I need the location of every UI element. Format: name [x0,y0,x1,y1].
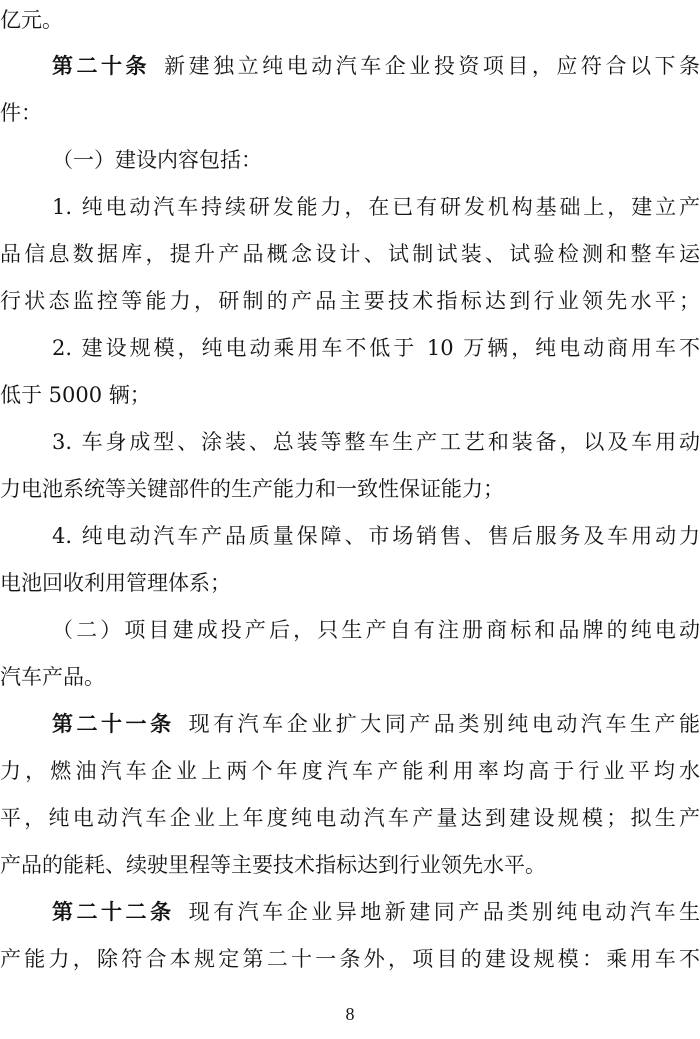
article-20-heading-line [0,46,700,86]
text-line [0,751,700,791]
text-line [0,187,700,227]
text-line [0,657,700,697]
text-line [0,375,700,415]
line-text: 产能力，除符合本规定第二十一条外，项目的建设规模：乘用车不 [0,947,700,971]
text-line [0,563,700,603]
article-heading: 第二十一条 [52,712,175,736]
line-text: 汽车产品。 [0,665,105,689]
line-text: 4. 纯电动汽车产品质量保障、市场销售、售后服务及车用动力 [52,524,700,548]
line-text: 现有汽车企业扩大同产品类别纯电动汽车生产能 [188,712,700,736]
line-text: 力电池系统等关键部件的生产能力和一致性保证能力； [0,477,504,501]
line-text: 新建独立纯电动汽车企业投资项目，应符合以下条 [164,54,700,78]
line-text: 平，纯电动汽车企业上年度纯电动汽车产量达到建设规模；拟生产 [0,806,700,830]
article-heading: 第二十条 [52,54,151,78]
line-text: 行状态监控等能力，研制的产品主要技术指标达到行业领先水平； [0,289,700,313]
line-text: （二）项目建成投产后，只生产自有注册商标和品牌的纯电动 [52,618,700,642]
line-text: 低于 5000 辆； [0,383,151,407]
line-text: 2. 建设规模，纯电动乘用车不低于 10 万辆，纯电动商用车不 [52,336,700,360]
text-line [0,93,700,133]
article-heading: 第二十二条 [52,900,175,924]
line-text: 3. 车身成型、涂装、总装等整车生产工艺和装备，以及车用动 [52,430,700,454]
text-line [0,469,700,509]
text-line [0,234,700,274]
text-line [0,140,700,180]
line-text: 产品的能耗、续驶里程等主要技术指标达到行业领先水平。 [0,853,546,877]
line-text: 力，燃油汽车企业上两个年度汽车产能利用率均高于行业平均水 [0,759,700,783]
text-line [0,939,700,979]
text-line [0,610,700,650]
text-line [0,845,700,885]
article-22-heading-line [0,892,700,932]
line-text: 品信息数据库，提升产品概念设计、试制试装、试验检测和整车运 [0,242,700,266]
text-line [0,516,700,556]
text-line [0,0,700,40]
text-line [0,422,700,462]
line-text: （一）建设内容包括： [52,148,262,172]
line-text: 现有汽车企业异地新建同产品类别纯电动汽车生 [188,900,700,924]
text-line [0,281,700,321]
text-line [0,798,700,838]
line-text: 电池回收利用管理体系； [0,571,231,595]
text-line [0,328,700,368]
line-text: 亿元。 [0,8,63,32]
line-text: 1. 纯电动汽车持续研发能力，在已有研发机构基础上，建立产 [52,195,700,219]
article-21-heading-line [0,704,700,744]
line-text: 件： [0,101,42,125]
page-number: 8 [345,1004,355,1024]
